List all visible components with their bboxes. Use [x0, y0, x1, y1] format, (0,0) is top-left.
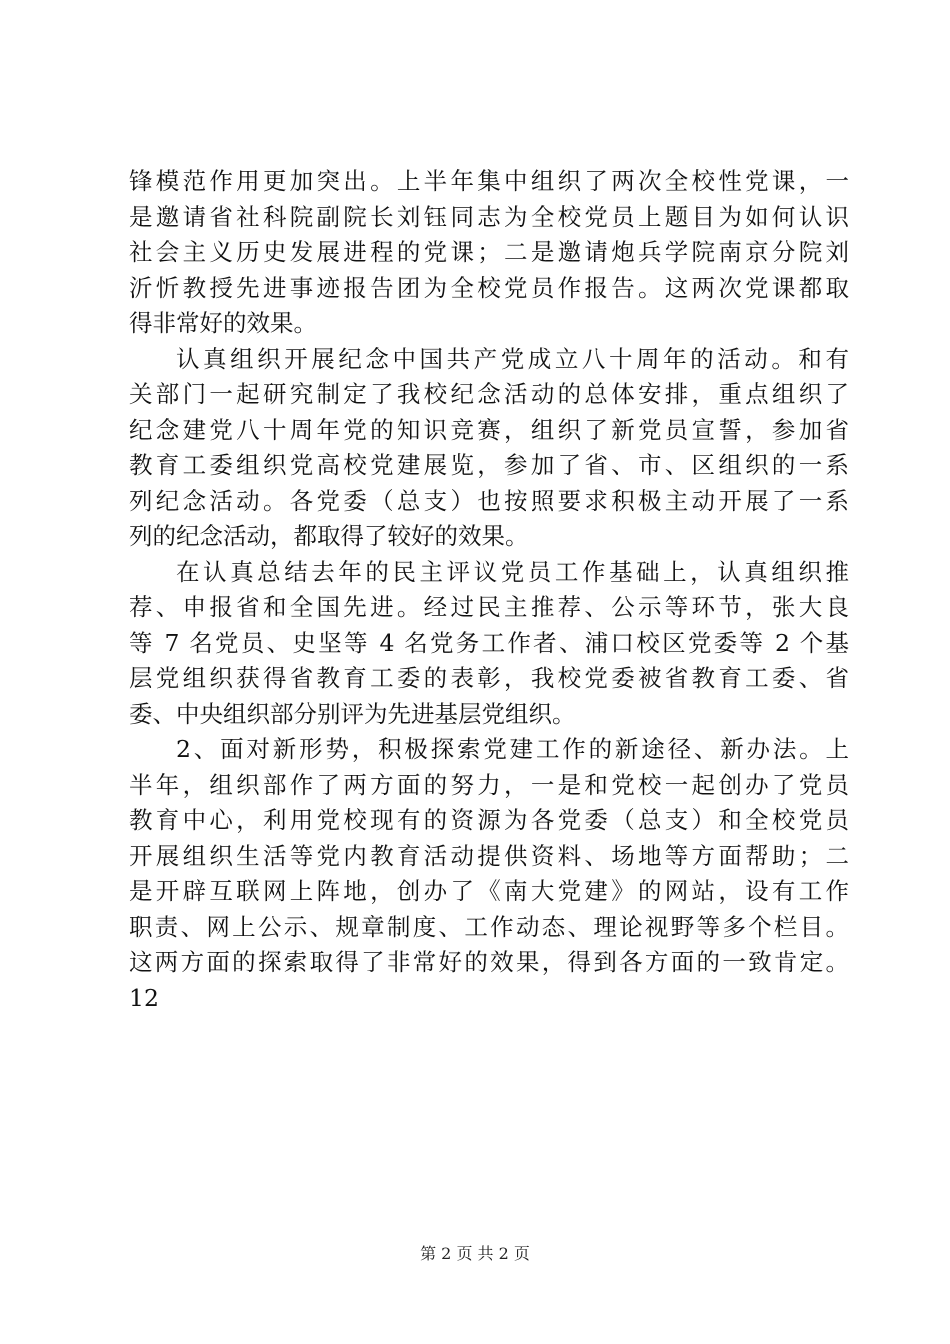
text-line: 委、中央组织部分别评为先进基层党组织。 — [129, 699, 576, 728]
text-line: 是开辟互联网上阵地，创办了《南大党建》的网站，设有工作 — [129, 877, 849, 905]
text-line: 社会主义历史发展进程的党课；二是邀请炮兵学院南京分院刘 — [129, 238, 849, 266]
text-line: 锋模范作用更加突出。上半年集中组织了两次全校性党课，一 — [129, 167, 849, 195]
text-line: 2、面对新形势，积极探索党建工作的新途径、新办法。上 — [176, 735, 849, 763]
text-line: 纪念建党八十周年党的知识竞赛，组织了新党员宣誓，参加省 — [129, 415, 849, 444]
text-line: 认真组织开展纪念中国共产党成立八十周年的活动。和有 — [176, 344, 849, 373]
text-line: 在认真总结去年的民主评议党员工作基础上，认真组织推 — [176, 557, 849, 586]
text-line: 12 — [129, 983, 159, 1012]
text-line: 荐、申报省和全国先进。经过民主推荐、公示等环节，张大良 — [129, 593, 849, 621]
text-line: 列的纪念活动，都取得了较好的效果。 — [129, 522, 529, 550]
text-line: 关部门一起研究制定了我校纪念活动的总体安排，重点组织了 — [129, 380, 849, 408]
text-line: 教育工委组织党高校党建展览，参加了省、市、区组织的一系 — [129, 451, 849, 479]
text-line: 半年，组织部作了两方面的努力，一是和党校一起创办了党员 — [129, 770, 849, 799]
text-line: 是邀请省社科院副院长刘钰同志为全校党员上题目为如何认识 — [129, 202, 849, 231]
text-line: 层党组织获得省教育工委的表彰，我校党委被省教育工委、省 — [129, 664, 849, 692]
text-line: 开展组织生活等党内教育活动提供资料、场地等方面帮助；二 — [129, 841, 849, 870]
text-line: 这两方面的探索取得了非常好的效果，得到各方面的一致肯定。 — [129, 948, 849, 976]
text-line: 教育中心，利用党校现有的资源为各党委（总支）和全校党员 — [129, 806, 849, 834]
text-line: 等 7 名党员、史坚等 4 名党务工作者、浦口校区党委等 2 个基 — [129, 628, 849, 657]
text-line: 沂忻教授先进事迹报告团为全校党员作报告。这两次党课都取 — [129, 273, 849, 302]
document-body — [129, 164, 849, 1016]
text-line: 职责、网上公示、规章制度、工作动态、理论视野等多个栏目。 — [129, 912, 849, 941]
text-line: 得非常好的效果。 — [129, 309, 317, 337]
page-footer: 第 2 页 共 2 页 — [420, 1244, 530, 1263]
text-line: 列纪念活动。各党委（总支）也按照要求积极主动开展了一系 — [129, 486, 849, 515]
